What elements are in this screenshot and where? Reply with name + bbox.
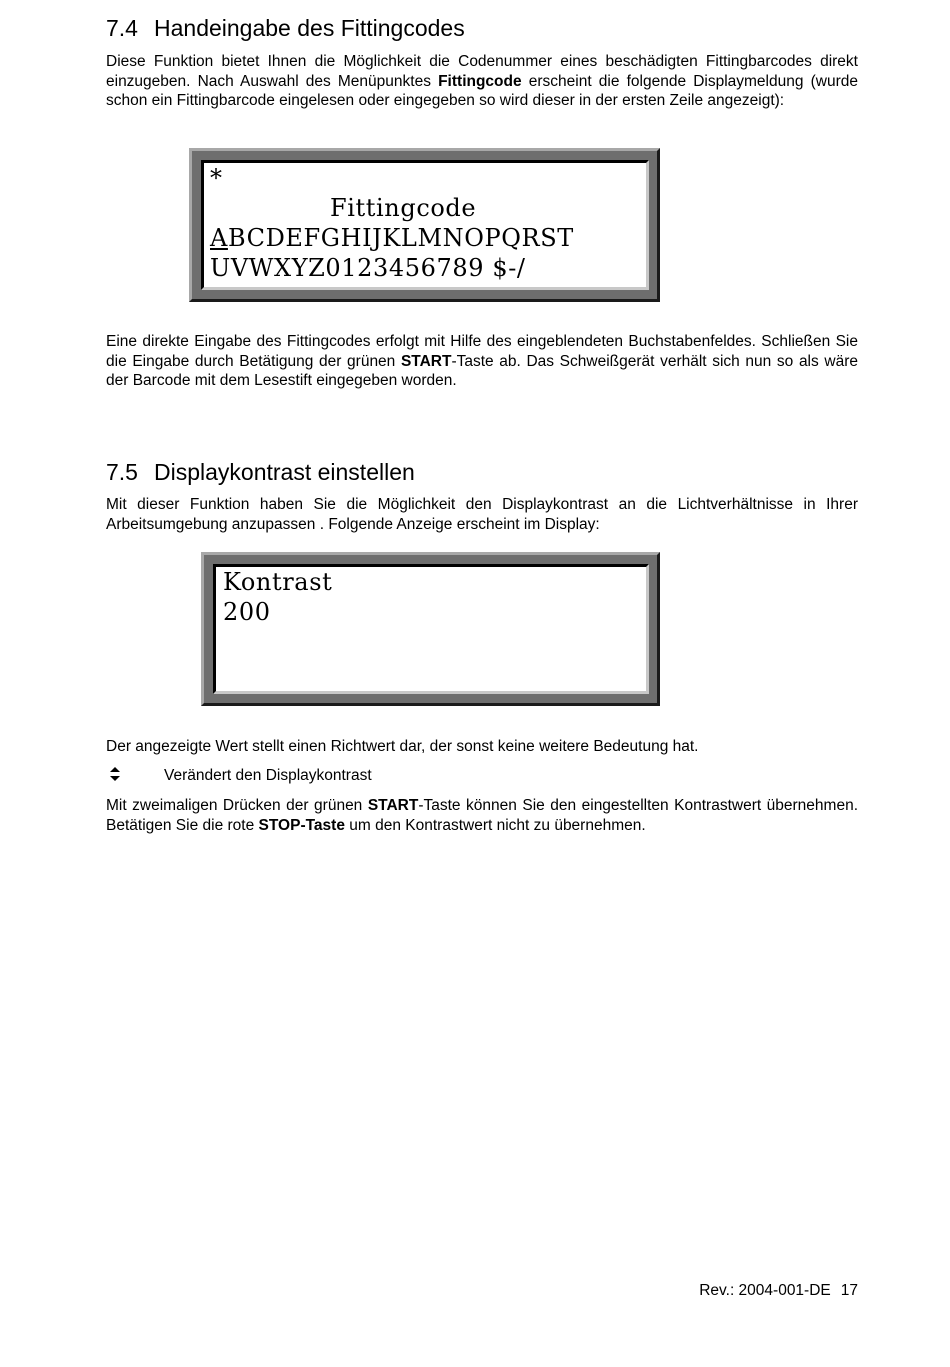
revision-label: Rev.: 2004-001-DE	[699, 1282, 831, 1299]
kontrast-display	[201, 552, 660, 706]
text-run: -Taste können Sie den eingestellten Kontrastwert übernehmen. Betätigen Sie die rote	[106, 797, 858, 834]
section-7-5-paragraph-1: Mit dieser Funktion haben Sie die Möglichkeit den Displaykontrast an die Lichtverhältnisse in Ihrer Arbeitsumgebung anzupassen . Folgende Anzeige erscheint im Display:	[106, 496, 858, 533]
text-run: um den Kontrastwert nicht zu übernehmen.	[344, 816, 646, 834]
text-run: erscheint die folgende Displaymeldung (wurde schon ein Fittingbarcode eingelesen oder eingegeben so wird dieser in der ersten Zeile angezeigt):	[106, 72, 858, 110]
page-number: 17	[840, 1282, 858, 1299]
text-run: Mit zweimaligen Drücken der grünen	[106, 797, 368, 814]
key-name: START	[367, 797, 419, 814]
section-number: 7.4	[106, 15, 138, 41]
section-7-5-paragraph-3	[106, 796, 858, 835]
display-line-2: Fittingcode	[330, 194, 477, 222]
menu-item-name: Fittingcode	[438, 72, 522, 90]
text-run: Diese Funktion bietet Ihnen die Möglichkeit die Codenummer eines beschädigten Fittingbarcodes direkt einzugeben. Nach Auswahl des Menüpunktes	[106, 53, 858, 90]
display-line-1: *	[210, 164, 223, 192]
key-name: STOP-Taste	[258, 816, 345, 834]
display-screen	[213, 564, 649, 694]
section-7-5-heading	[106, 459, 415, 486]
bullet-text: Verändert den Displaykontrast	[164, 767, 372, 784]
display-line-2: 200	[223, 598, 271, 626]
section-7-5-paragraph-2: Der angezeigte Wert stellt einen Richtwert dar, der sonst keine weitere Bedeutung hat.	[106, 738, 699, 755]
key-name: START	[400, 352, 452, 370]
text-run: Eine direkte Eingabe des Fittingcodes erfolgt mit Hilfe des eingeblendeten Buchstabenfeldes. Schließen Sie die Eingabe durch Betätigung der grünen	[106, 333, 858, 370]
text-run: -Taste ab. Das Schweißgerät verhält sich nun so als wäre der Barcode mit dem Lesestift eingegeben worden.	[106, 352, 858, 390]
page-footer	[699, 1282, 858, 1300]
section-title: Handeingabe des Fittingcodes	[154, 15, 465, 41]
alphabet-row: BCDEFGHIJKLMNOPQRST	[227, 224, 574, 252]
cursor-character: A	[210, 224, 228, 252]
fittingcode-display	[189, 148, 660, 302]
section-7-4-paragraph-1	[106, 52, 858, 111]
display-line-3	[210, 223, 574, 253]
section-7-4-paragraph-2	[106, 332, 858, 391]
up-down-arrows-icon	[108, 766, 122, 782]
section-title: Displaykontrast einstellen	[154, 459, 415, 485]
section-number: 7.5	[106, 459, 138, 485]
display-screen	[201, 160, 649, 290]
display-line-4: UVWXYZ0123456789 $-/	[210, 254, 526, 282]
section-7-4-heading	[106, 15, 465, 42]
display-line-1: Kontrast	[223, 568, 333, 596]
